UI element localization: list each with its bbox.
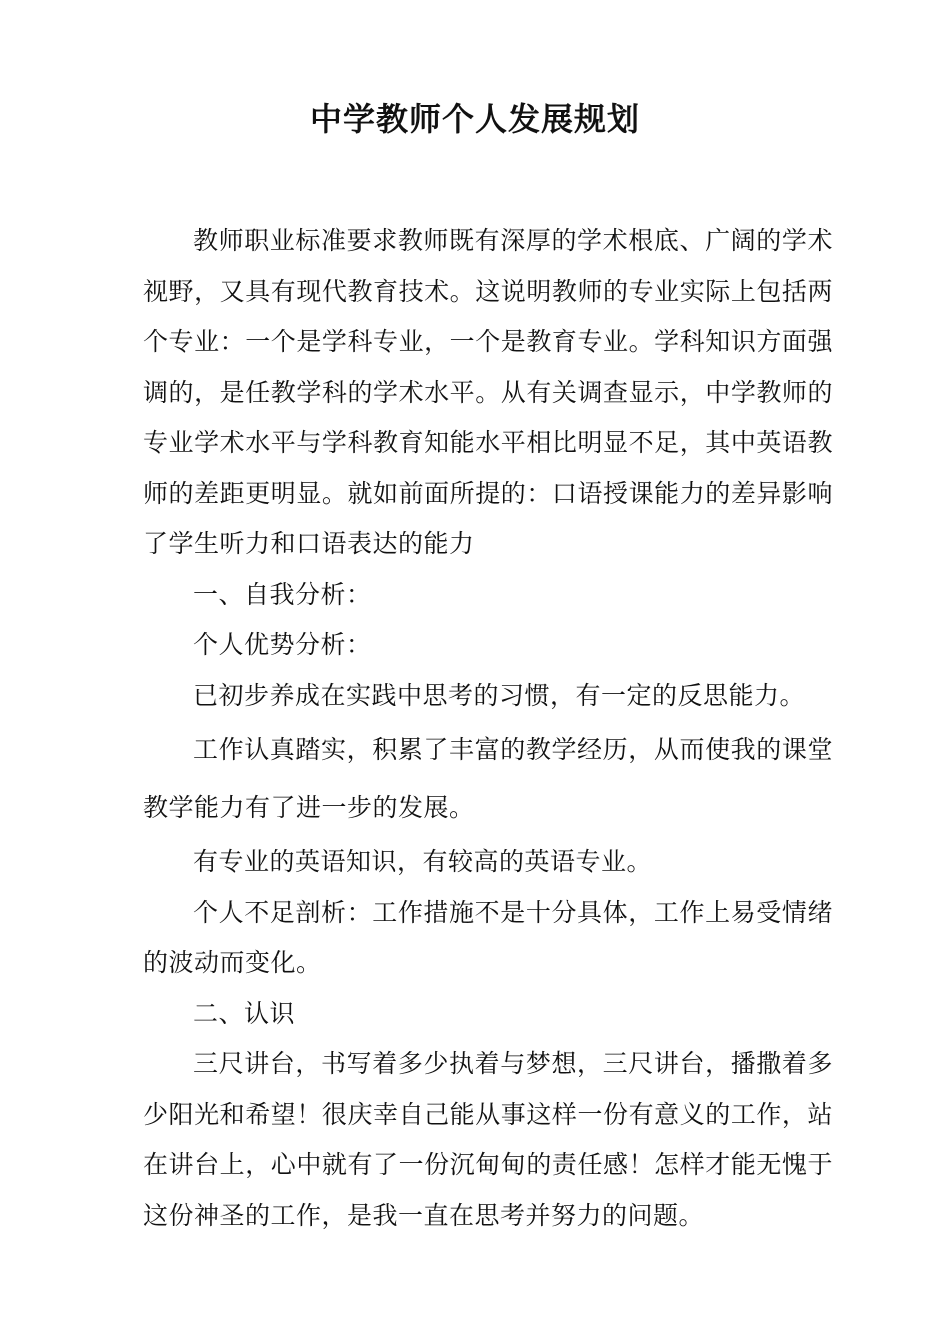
strength-paragraph: 已初步养成在实践中思考的习惯，有一定的反思能力。 [193, 680, 806, 710]
subheading-strengths: 个人优势分析： [193, 630, 372, 659]
section-heading-understanding: 二、认识 [193, 998, 296, 1028]
strength-paragraph: 有专业的英语知识，有较高的英语专业。 [193, 847, 653, 876]
section-heading-self-analysis: 一、自我分析： [193, 579, 372, 609]
document-body [143, 216, 833, 1241]
intro-paragraph: 教师职业标准要求教师既有深厚的学术根底、广阔的学术视野，又具有现代教育技术。这说明教师的专业实际上包括两个专业：一个是学科专业，一个是教育专业。学科知识方面强调的，是任教学科的学术水平。从有关调查显示，中学教师的专业学术水平与学科教育知能水平相比明显不足，其中英语教师的差距更明显。就如前面所提的：口语授课能力的差异影响了学生听力和口语表达的能力 [143, 226, 833, 558]
weakness-paragraph: 个人不足剖析：工作措施不是十分具体，工作上易受情绪的波动而变化。 [143, 897, 833, 977]
document-title: 中学教师个人发展规划 [309, 100, 640, 138]
understanding-paragraph: 三尺讲台，书写着多少执着与梦想，三尺讲台，播撒着多少阳光和希望！很庆幸自己能从事这样一份有意义的工作，站在讲台上，心中就有了一份沉甸甸的责任感！怎样才能无愧于这份神圣的工作，是我一直在思考并努力的问题。 [143, 1049, 833, 1230]
strength-paragraph: 工作认真踏实，积累了丰富的教学经历，从而使我的课堂教学能力有了进一步的发展。 [143, 735, 833, 822]
